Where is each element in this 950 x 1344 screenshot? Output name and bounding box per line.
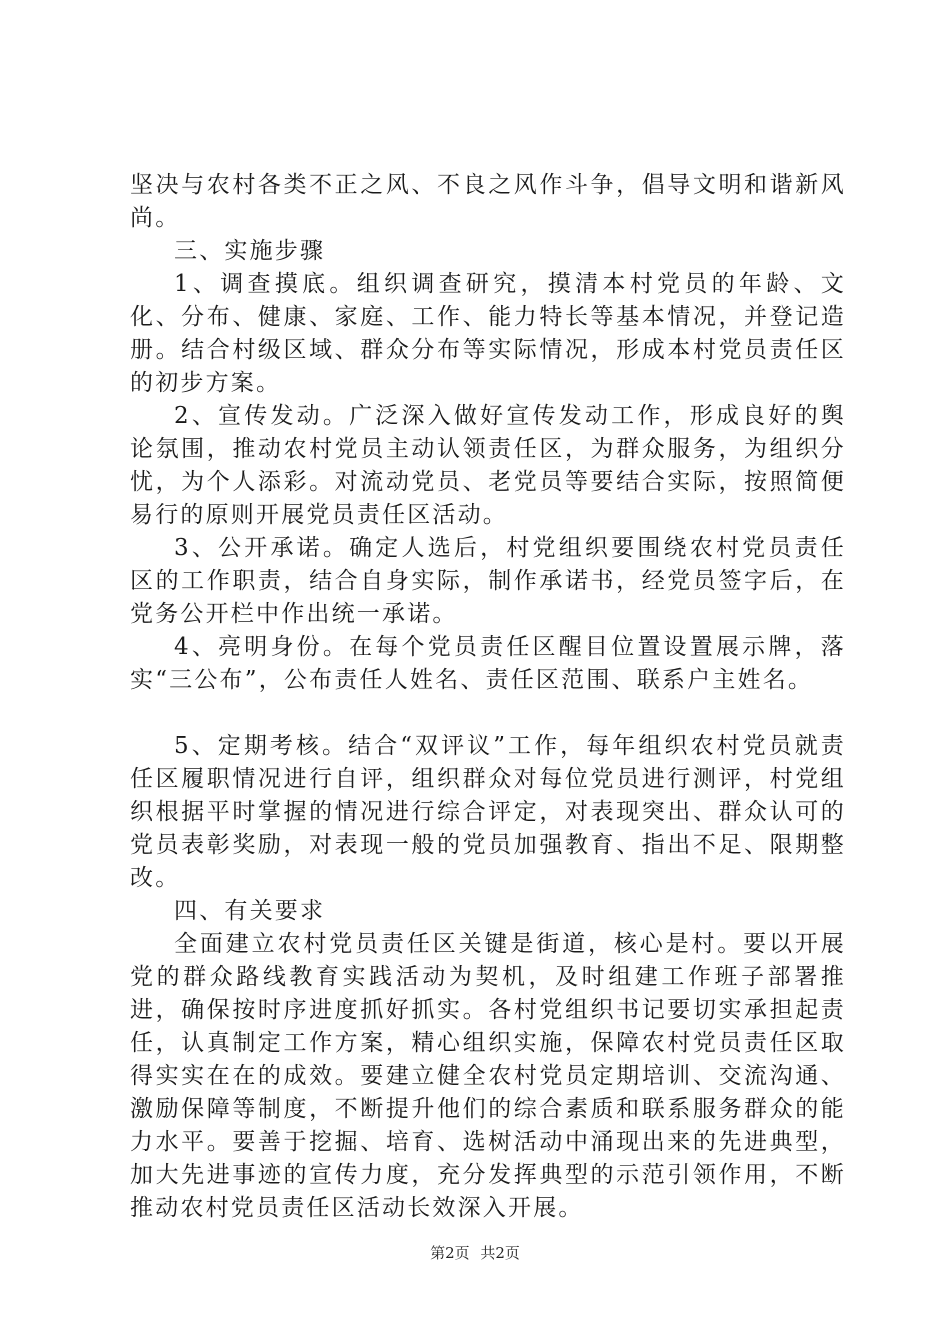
- document-body: [130, 169, 846, 1225]
- page-total: 共2页: [480, 1244, 520, 1262]
- step-5-paragraph: 5、定期考核。结合“双评议”工作，每年组织农村党员就责任区履职情况进行自评，组织群众对每位党员进行测评，村党组织根据平时掌握的情况进行综合评定，对表现突出、群众认可的党员表彰奖励，对表现一般的党员加强教育、指出不足、限期整改。: [130, 733, 846, 891]
- step-2-paragraph: 2、宣传发动。广泛深入做好宣传发动工作，形成良好的舆论氛围，推动农村党员主动认领责任区，为群众服务，为组织分忧，为个人添彩。对流动党员、老党员等要结合实际，按照简便易行的原则开展党员责任区活动。: [130, 403, 846, 528]
- section-heading-requirements: 四、有关要求: [174, 898, 326, 924]
- step-3-paragraph: 3、公开承诺。确定人选后，村党组织要围绕农村党员责任区的工作职责，结合自身实际，制作承诺书，经党员签字后，在党务公开栏中作出统一承诺。: [130, 535, 846, 627]
- section-heading-implementation-steps: 三、实施步骤: [174, 238, 326, 264]
- requirements-paragraph: 全面建立农村党员责任区关键是街道，核心是村。要以开展党的群众路线教育实践活动为契机，及时组建工作班子部署推进，确保按时序进度抓好抓实。各村党组织书记要切实承担起责任，认真制定工作方案，精心组织实施，保障农村党员责任区取得实实在在的成效。要建立健全农村党员定期培训、交流沟通、激励保障等制度，不断提升他们的综合素质和联系服务群众的能力水平。要善于挖掘、培育、选树活动中涌现出来的先进典型，加大先进事迹的宣传力度，充分发挥典型的示范引领作用，不断推动农村党员责任区活动长效深入开展。: [130, 931, 846, 1221]
- step-1-paragraph: 1、调查摸底。组织调查研究，摸清本村党员的年龄、文化、分布、健康、家庭、工作、能力特长等基本情况，并登记造册。结合村级区域、群众分布等实际情况，形成本村党员责任区的初步方案。: [130, 271, 846, 396]
- page-number: 第2页: [430, 1244, 470, 1262]
- step-4-paragraph: 4、亮明身份。在每个党员责任区醒目位置设置展示牌，落实“三公布”，公布责任人姓名、责任区范围、联系户主姓名。: [130, 634, 846, 693]
- paragraph-continuation: 坚决与农村各类不正之风、不良之风作斗争，倡导文明和谐新风尚。: [130, 172, 846, 231]
- page-footer: [0, 1243, 950, 1263]
